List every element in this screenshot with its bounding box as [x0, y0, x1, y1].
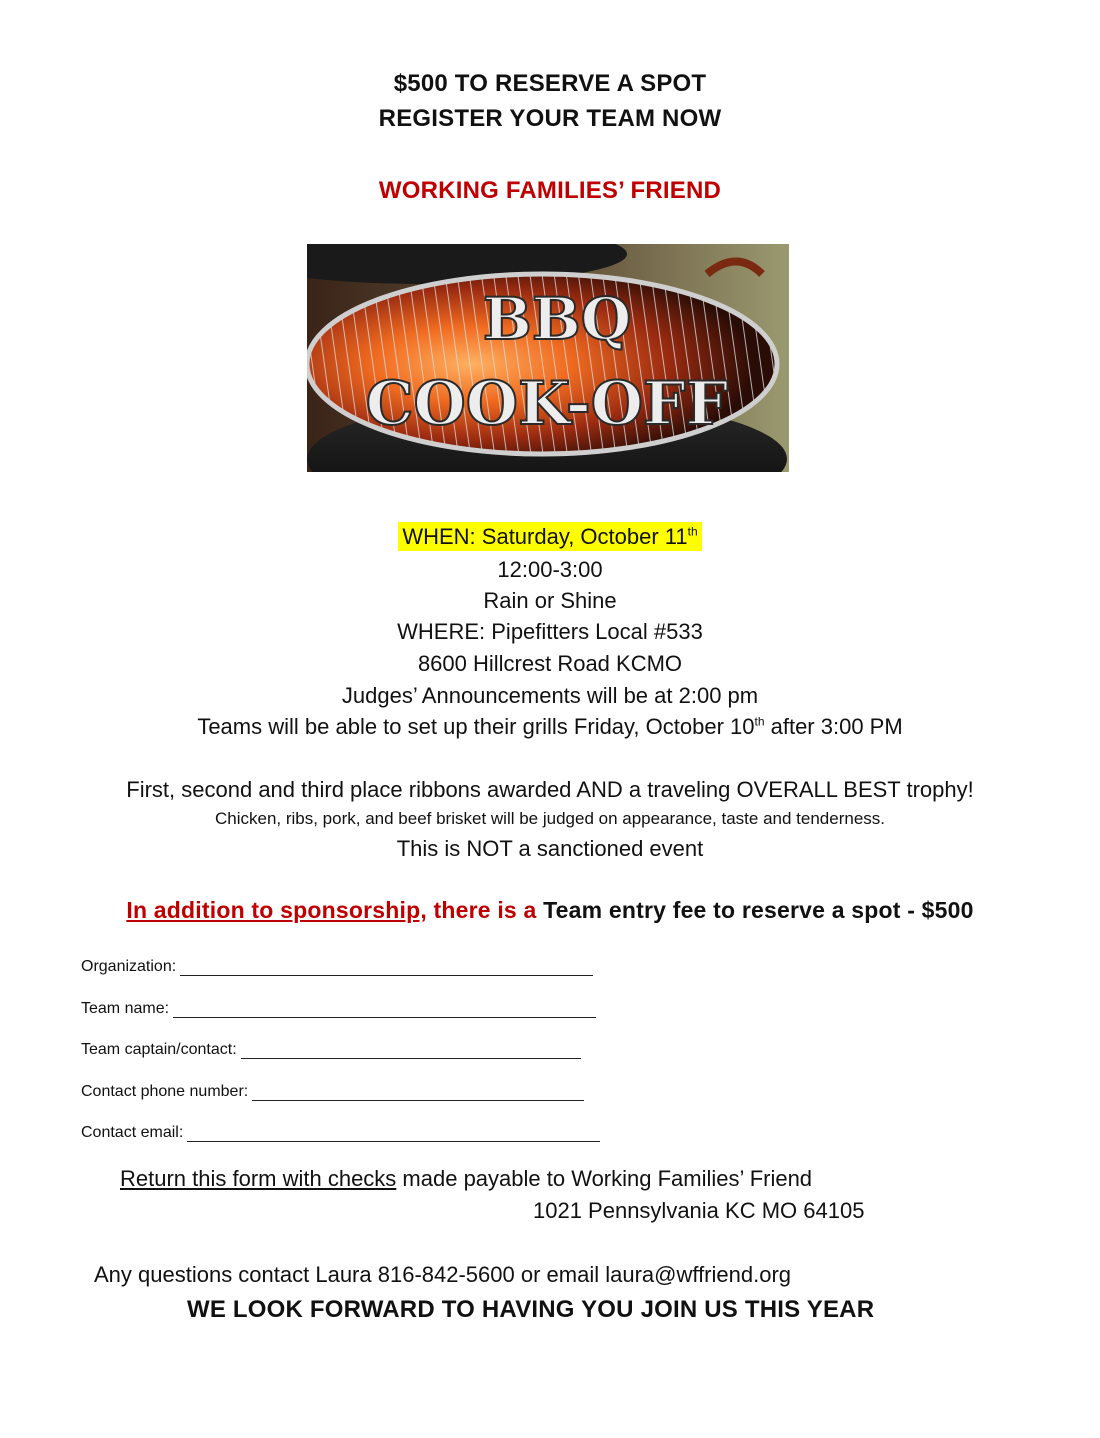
team-name-field[interactable]: Team name:	[81, 1000, 596, 1018]
contact-questions: Any questions contact Laura 816-842-5600 or email laura@wffriend.org	[94, 1262, 792, 1287]
entry-fee-line: In addition to sponsorship, there is a Team entry fee to reserve a spot - $500	[126, 897, 974, 923]
bbq-cookoff-banner	[307, 244, 789, 472]
organization-input-line[interactable]	[180, 959, 593, 976]
organization-field[interactable]: Organization:	[81, 958, 593, 976]
team-name-input-line[interactable]	[173, 1001, 596, 1018]
grill-illustration	[307, 244, 789, 472]
header-line-2: REGISTER YOUR TEAM NOW	[378, 105, 722, 132]
contact-phone-field[interactable]: Contact phone number:	[81, 1083, 584, 1101]
banner-title-bbq: BBQ	[482, 285, 632, 353]
closing-message: WE LOOK FORWARD TO HAVING YOU JOIN US THIS YEAR	[187, 1296, 875, 1323]
contact-phone-input-line[interactable]	[252, 1084, 584, 1101]
header-line-1: $500 TO RESERVE A SPOT	[393, 70, 707, 97]
event-weather: Rain or Shine	[483, 588, 617, 613]
team-captain-input-line[interactable]	[241, 1042, 581, 1059]
awards-line: First, second and third place ribbons awarded AND a traveling OVERALL BEST trophy!	[126, 777, 974, 802]
event-address: 8600 Hillcrest Road KCMO	[417, 651, 683, 676]
event-time: 12:00-3:00	[497, 557, 603, 582]
not-sanctioned-note: This is NOT a sanctioned event	[396, 836, 704, 861]
judging-criteria: Chicken, ribs, pork, and beef brisket will be judged on appearance, taste and tenderness.	[214, 809, 886, 828]
return-instructions: Return this form with checks made payable to Working Families’ Friend	[120, 1166, 813, 1191]
organization-title: WORKING FAMILIES’ FRIEND	[378, 177, 722, 204]
contact-email-field[interactable]: Contact email:	[81, 1124, 600, 1142]
return-address: 1021 Pennsylvania KC MO 64105	[533, 1198, 865, 1223]
when-highlight: WHEN: Saturday, October 11th	[398, 522, 701, 551]
judges-announcement: Judges’ Announcements will be at 2:00 pm	[341, 683, 759, 708]
event-where: WHERE: Pipefitters Local #533	[397, 619, 703, 644]
banner-title-cookoff: COOK-OFF	[365, 369, 729, 439]
team-captain-field[interactable]: Team captain/contact:	[81, 1041, 581, 1059]
when-line	[0, 524, 1100, 550]
setup-line: Teams will be able to set up their grills Friday, October 10th after 3:00 PM	[197, 714, 903, 739]
contact-email-input-line[interactable]	[187, 1125, 600, 1142]
